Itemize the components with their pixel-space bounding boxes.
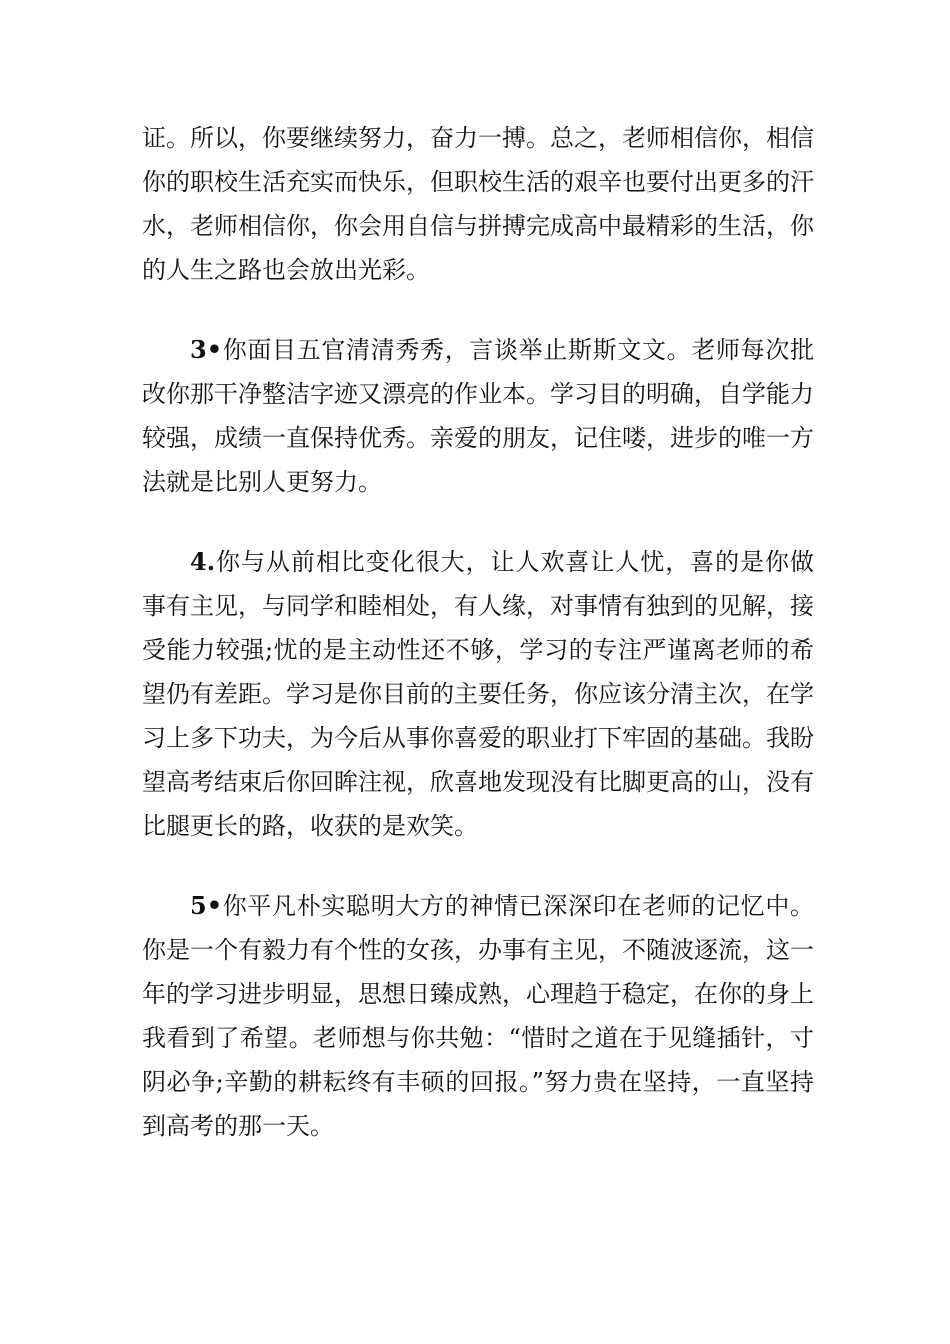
- paragraph-text: 证。所以，你要继续努力，奋力一搏。总之，老师相信你，相信你的职校生活充实而快乐，但职校生活的艰辛也要付出更多的汗水，老师相信你，你会用自信与拼搏完成高中最精彩的生活，你的人生之路也会放出光彩。: [142, 124, 814, 284]
- document-body: [142, 116, 814, 1184]
- paragraph-text: 你面目五官清清秀秀，言谈举止斯斯文文。老师每次批改你那干净整洁字迹又漂亮的作业本。学习目的明确，自学能力较强，成绩一直保持优秀。亲爱的朋友，记住喽，进步的唯一方法就是比别人更努力。: [142, 336, 814, 496]
- paragraph-3: [142, 328, 814, 504]
- paragraph-number: 5•: [190, 891, 223, 920]
- paragraph-text: 你与从前相比变化很大，让人欢喜让人忧，喜的是你做事有主见，与同学和睦相处，有人缘，对事情有独到的见解，接受能力较强;忧的是主动性还不够，学习的专注严谨离老师的希望仍有差距。学习是你目前的主要任务，你应该分清主次，在学习上多下功夫，为今后从事你喜爱的职业打下牢固的基础。我盼望高考结束后你回眸注视，欣喜地发现没有比脚更高的山，没有比腿更长的路，收获的是欢笑。: [142, 548, 814, 840]
- paragraph-number: 4.: [190, 547, 216, 576]
- paragraph-continuation: [142, 116, 814, 292]
- paragraph-number: 3•: [190, 335, 223, 364]
- paragraph-4: [142, 540, 814, 848]
- paragraph-text: 你平凡朴实聪明大方的神情已深深印在老师的记忆中。你是一个有毅力有个性的女孩，办事有主见，不随波逐流，这一年的学习进步明显，思想日臻成熟，心理趋于稳定，在你的身上我看到了希望。老师想与你共勉：“惜时之道在于见缝插针，寸阴必争;辛勤的耕耘终有丰硕的回报。”努力贵在坚持，一直坚持到高考的那一天。: [142, 892, 814, 1140]
- paragraph-5: [142, 884, 814, 1148]
